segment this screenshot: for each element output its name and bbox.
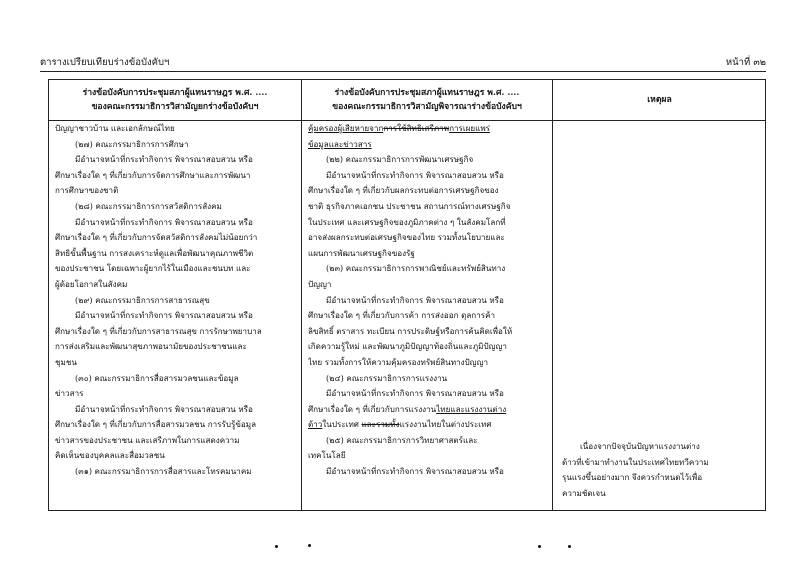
committee-heading: (๒๙) คณะกรรมาธิการการสาธารณสุข [75, 294, 210, 305]
text-line: มีอำนาจหน้าที่กระทำกิจการ พิจารณาสอบสวน หรือ [75, 154, 253, 165]
column-header-line: ของคณะกรรมาธิการวิสามัญพิจารณาร่างข้อบังคับฯ [332, 102, 522, 112]
text-line: ความชัดเจน [562, 487, 606, 498]
column-divider-2 [552, 80, 553, 510]
text-line: การส่งเสริมและพัฒนาสุขภาพอนามัยของประชาชนและ [55, 341, 247, 352]
text-line: มีอำนาจหน้าที่กระทำกิจการ พิจารณาสอบสวน หรือ [75, 403, 253, 414]
text-line [308, 121, 550, 137]
text-line: สิทธิขั้นพื้นฐาน การสงเคราะห์ดูแลเพื่อพัฒนาคุณภาพชีวิต [55, 247, 254, 258]
text-line: ผู้ด้อยโอกาสในสังคม [55, 278, 128, 289]
inserted-text: ไทยและแรงงานต่าง [436, 403, 507, 414]
column-header-line: ของคณะกรรมาธิการวิสามัญยกร่างข้อบังคับฯ [91, 102, 259, 112]
committee-heading: (๒๓) คณะกรรมาธิการการพาณิชย์และทรัพย์สินทาง [326, 263, 506, 274]
text-line [308, 137, 550, 153]
text-line: ศึกษาเรื่องใด ๆ ที่เกี่ยวกับการจัดสวัสดิการสังคมไม่น้อยกว่า [55, 232, 258, 243]
text-line: มีอำนาจหน้าที่กระทำกิจการ พิจารณาสอบสวน หรือ [75, 310, 253, 321]
column-divider-1 [301, 80, 302, 510]
page-number: หน้าที่ ๓๒ [725, 57, 766, 68]
committee-heading: (๓๐) คณะกรรมาธิการสื่อสารมวลชนและข้อมูล [75, 372, 239, 383]
text-line: มีอำนาจหน้าที่กระทำกิจการ พิจารณาสอบสวน หรือ [326, 169, 504, 180]
text-line: ชุมชน [55, 356, 77, 367]
text-line: รุนแรงขึ้นอย่างมาก จึงควรกำหนดไว้เพื่อ [562, 472, 703, 483]
committee-heading: (๒๔) คณะกรรมาธิการการแรงงาน [326, 372, 448, 383]
scan-mark [568, 545, 571, 548]
inserted-text: คุ้มครองผู้เสียหายจาก [308, 123, 384, 133]
text-line: มีอำนาจหน้าที่กระทำกิจการ พิจารณาสอบสวน หรือ [75, 216, 253, 227]
text-line: ชาติ ธุรกิจภาคเอกชน ประชาชน สถานการณ์ทางเศรษฐกิจ [308, 200, 511, 211]
scan-mark [308, 544, 311, 547]
committee-heading: (๒๗) คณะกรรมาธิการการศึกษา [75, 138, 189, 149]
column-header-line: ร่างข้อบังคับการประชุมสภาผู้แทนราษฎร พ.ศ. .... [334, 88, 520, 98]
text-line: อาจส่งผลกระทบต่อเศรษฐกิจของไทย รวมทั้งนโยบายและ [308, 232, 505, 243]
text-line: การศึกษาของชาติ [55, 185, 119, 196]
text-segment: ศึกษาเรื่องใด ๆ ที่เกี่ยวกับการแรงงาน [308, 403, 437, 414]
text-line: ของประชาชน โดยเฉพาะผู้ยากไร้ในเมืองและชนบท และ [55, 263, 251, 274]
text-line: ศึกษาเรื่องใด ๆ ที่เกี่ยวกับการจัดการศึกษาและการพัฒนา [55, 169, 251, 180]
text-line: ศึกษาเรื่องใด ๆ ที่เกี่ยวกับการค้า การส่งออก ดุลการค้า [308, 310, 496, 321]
text-line: เกิดความรู้ใหม่ และพัฒนาภูมิปัญญาท้องถิ่นและภูมิปัญญา [308, 341, 507, 352]
text-line: มีอำนาจหน้าที่กระทำกิจการ พิจารณาสอบสวน หรือ [326, 388, 504, 399]
text-line [308, 402, 550, 418]
revised-draft-text [308, 121, 550, 480]
inserted-text: ข้อมูลและข่าวสาร [308, 138, 372, 149]
text-line: ไทย รวมทั้งการให้ความคุ้มครองทรัพย์สินทางปัญญา [308, 356, 489, 367]
original-draft-text [55, 121, 299, 480]
reason-text [562, 439, 757, 501]
column-header-revised-draft [302, 80, 552, 120]
text-line: คิดเห็นของบุคคลและสื่อมวลชน [55, 450, 165, 461]
header-rule [40, 71, 766, 72]
text-line: เทคโนโลยี [308, 450, 346, 461]
deleted-text: และรวมทั้ง [361, 419, 400, 430]
text-line: ข่าวสารของประชาชน และเสรีภาพในการแสดงความ [55, 434, 240, 445]
text-segment: ในประเทศ [322, 419, 362, 430]
text-line: มีอำนาจหน้าที่กระทำกิจการ พิจารณาสอบสวน หรือ [326, 466, 504, 477]
scan-mark [275, 545, 278, 548]
text-line: เนื่องจากปัจจุบันปัญหาแรงงานต่าง [580, 441, 700, 451]
committee-heading: (๓๑) คณะกรรมาธิการการสื่อสารและโทรคมนาคม [75, 466, 252, 477]
text-line: มีอำนาจหน้าที่กระทำกิจการ พิจารณาสอบสวน หรือ [326, 294, 504, 305]
text-line: แผนการพัฒนาเศรษฐกิจของรัฐ [308, 247, 415, 258]
deleted-text: การใช้สิทธิเสรีภาพ [383, 123, 450, 133]
text-line: ศึกษาเรื่องใด ๆ ที่เกี่ยวกับการสาธารณสุข การรักษาพยาบาล [55, 325, 262, 336]
text-segment: แรงงานไทยในต่างประเทศ [399, 419, 492, 430]
column-header-line: เหตุผล [647, 95, 672, 105]
text-line: ลิขสิทธิ์ ตราสาร ทะเบียน การประดิษฐ์หรือการค้นคิดเพื่อให้ [308, 325, 513, 336]
inserted-text: การเผยแพร่ [449, 123, 491, 133]
text-line: ในประเทศ และเศรษฐกิจของภูมิภาคต่าง ๆ ในสังคมโลกที่ [308, 216, 506, 227]
text-line: ปัญญา [308, 278, 332, 289]
committee-heading: (๒๕) คณะกรรมาธิการการวิทยาศาสตร์และ [326, 434, 478, 445]
inserted-text: ด้าว [308, 419, 323, 430]
text-line: ข่าวสาร [55, 388, 84, 399]
document-title: ตารางเปรียบเทียบร่างข้อบังคับฯ [40, 57, 170, 68]
column-header-line: ร่างข้อบังคับการประชุมสภาผู้แทนราษฎร พ.ศ. .... [82, 88, 268, 98]
committee-heading: (๒๘) คณะกรรมาธิการการสวัสดิการสังคม [75, 200, 222, 211]
column-header-reason [553, 80, 766, 120]
comparison-table [48, 79, 766, 511]
committee-heading: (๒๒) คณะกรรมาธิการการพัฒนาเศรษฐกิจ [326, 154, 474, 165]
text-line: ด้าวที่เข้ามาทำงานในประเทศไทยทวีความ [562, 456, 709, 467]
text-line: ปัญญาชาวบ้าน และเอกลักษณ์ไทย [55, 123, 175, 133]
column-header-original-draft [49, 80, 301, 120]
text-line [308, 417, 550, 433]
scan-mark [538, 545, 541, 548]
text-line: ศึกษาเรื่องใด ๆ ที่เกี่ยวกับการสื่อสารมวลชน การรับรู้ข้อมูล [55, 419, 257, 430]
page-header [40, 55, 766, 71]
text-line: ศึกษาเรื่องใด ๆ ที่เกี่ยวกับผลกระทบต่อการเศรษฐกิจของ [308, 185, 499, 196]
